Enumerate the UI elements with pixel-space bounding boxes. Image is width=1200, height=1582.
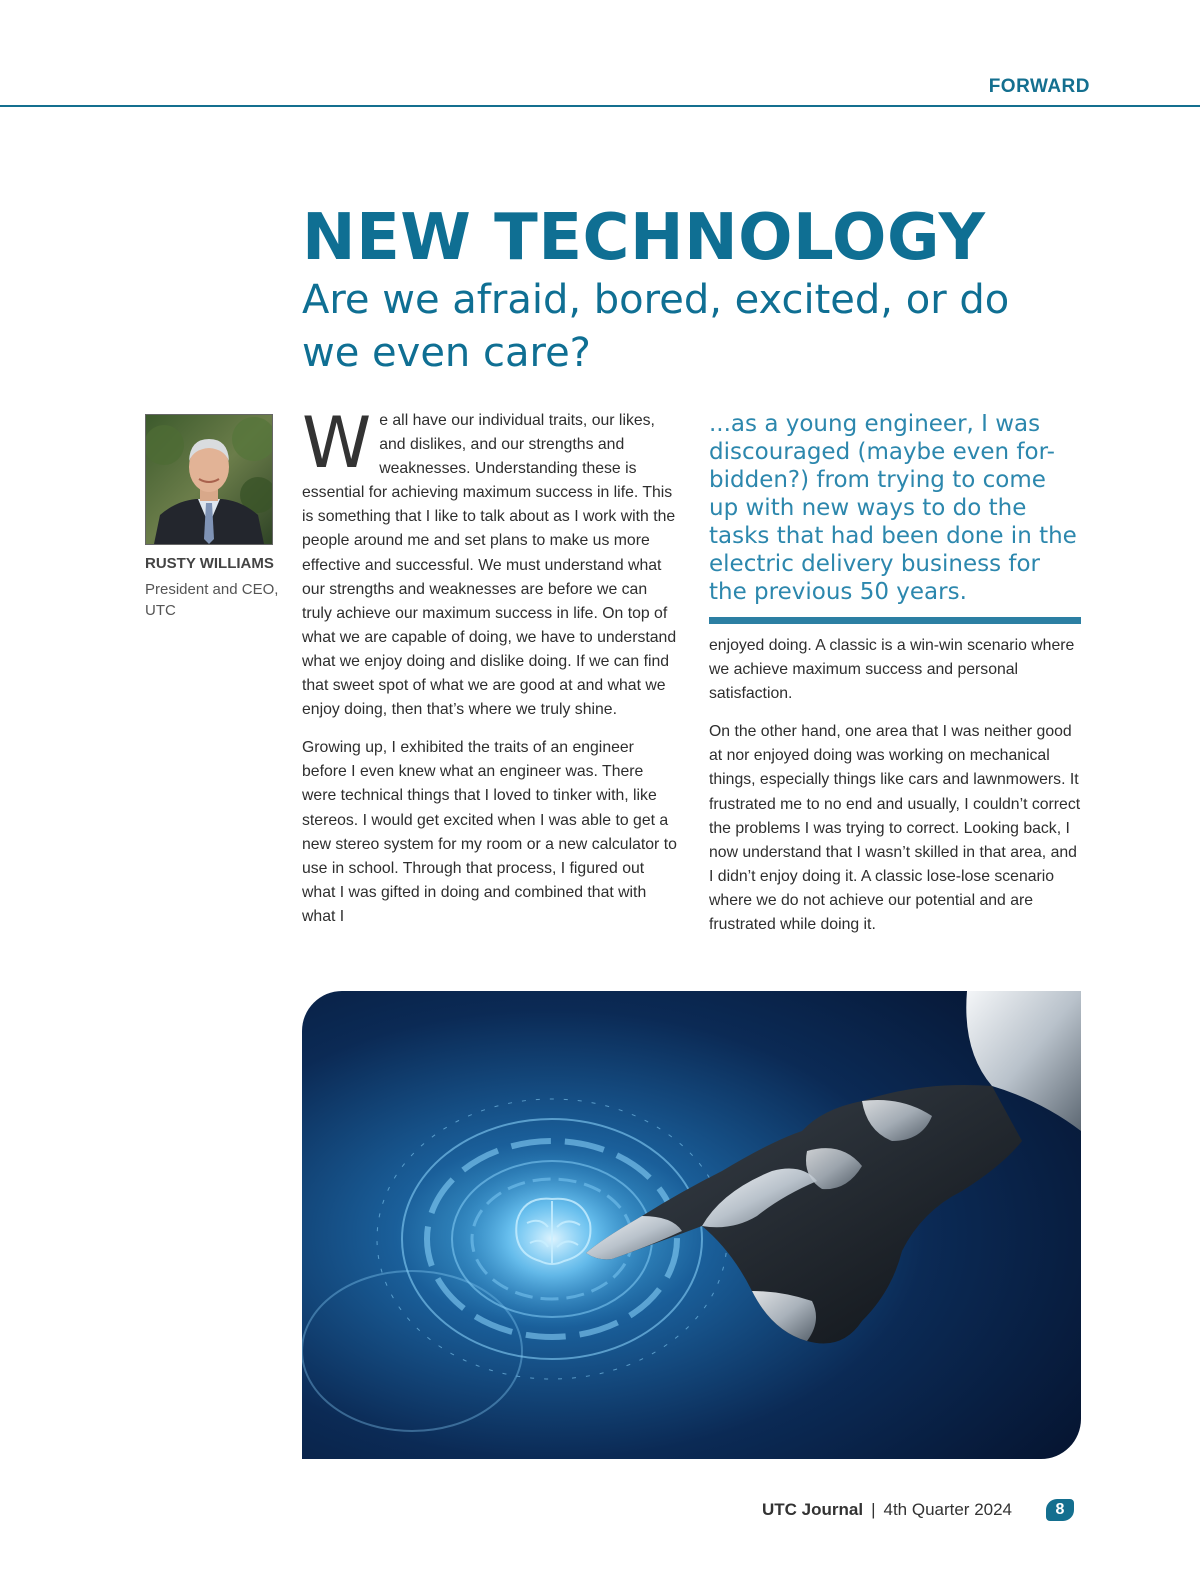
- publication-name: UTC Journal: [762, 1500, 864, 1519]
- body-paragraph: Growing up, I exhibited the traits of an engineer before I even knew what an engineer was. There were technical things that I loved to tinker with, like stereos. I would get excited when I was able to get a new stereo system for my room or a new calculator to use in school. Through that process, I figured out what I was gifted in doing and combined that with what I: [302, 739, 677, 925]
- section-label: FORWARD: [988, 76, 1090, 97]
- page-number-badge: 8: [1046, 1499, 1074, 1521]
- issue-label: 4th Quarter 2024: [883, 1500, 1013, 1519]
- author-photo: [145, 414, 273, 545]
- author-name: RUSTY WILLIAMS: [145, 555, 274, 572]
- article-column-1: [302, 402, 677, 943]
- header-rule: [0, 105, 1200, 107]
- article-title: NEW TECHNOLOGY: [302, 201, 986, 275]
- footer-separator: |: [871, 1500, 876, 1519]
- page-footer: [762, 1500, 1012, 1520]
- pull-quote: ...as a young engineer, I was discouraged (maybe even for-bidden?) from trying to come up with new ways to do the tasks that had been done in the electric delivery business for the previous 50 years.: [709, 411, 1077, 605]
- pull-quote-rule: [709, 617, 1081, 624]
- author-role: President and CEO, UTC: [145, 581, 279, 619]
- article-subtitle: Are we afraid, bored, excited, or do we even care?: [302, 277, 1010, 376]
- robot-hand-illustration: [302, 991, 1081, 1459]
- intro-text: e all have our individual traits, our likes, and dislikes, and our strengths and weaknesses. Understanding these is essential for achieving maximum success in life. This is something that I like to talk about as I work with the people around me and set plans to make us more effective and successful. We must understand what our strengths and weaknesses are before we can truly achieve our maximum success in life. On top of what we are capable of doing, we have to understand what we enjoy doing and dislike doing. If we can find that sweet spot of what we are good at and what we enjoy doing, then that’s where we truly shine.: [302, 412, 677, 719]
- body-paragraph: On the other hand, one area that I was neither good at nor enjoyed doing was working on mechanical things, especially things like cars and lawnmowers. It frustrated me to no end and usually, I couldn’t correct the problems I was trying to correct. Looking back, I now understand that I wasn’t skilled in that area, and I didn’t enjoy doing it. A classic lose-lose scenario where we do not achieve our potential and are frustrated while doing it.: [709, 723, 1081, 934]
- intro-paragraph: [302, 402, 677, 722]
- drop-cap: W: [302, 402, 372, 484]
- article-column-2: [709, 634, 1081, 951]
- body-paragraph: enjoyed doing. A classic is a win-win scenario where we achieve maximum success and personal satisfaction.: [709, 637, 1075, 703]
